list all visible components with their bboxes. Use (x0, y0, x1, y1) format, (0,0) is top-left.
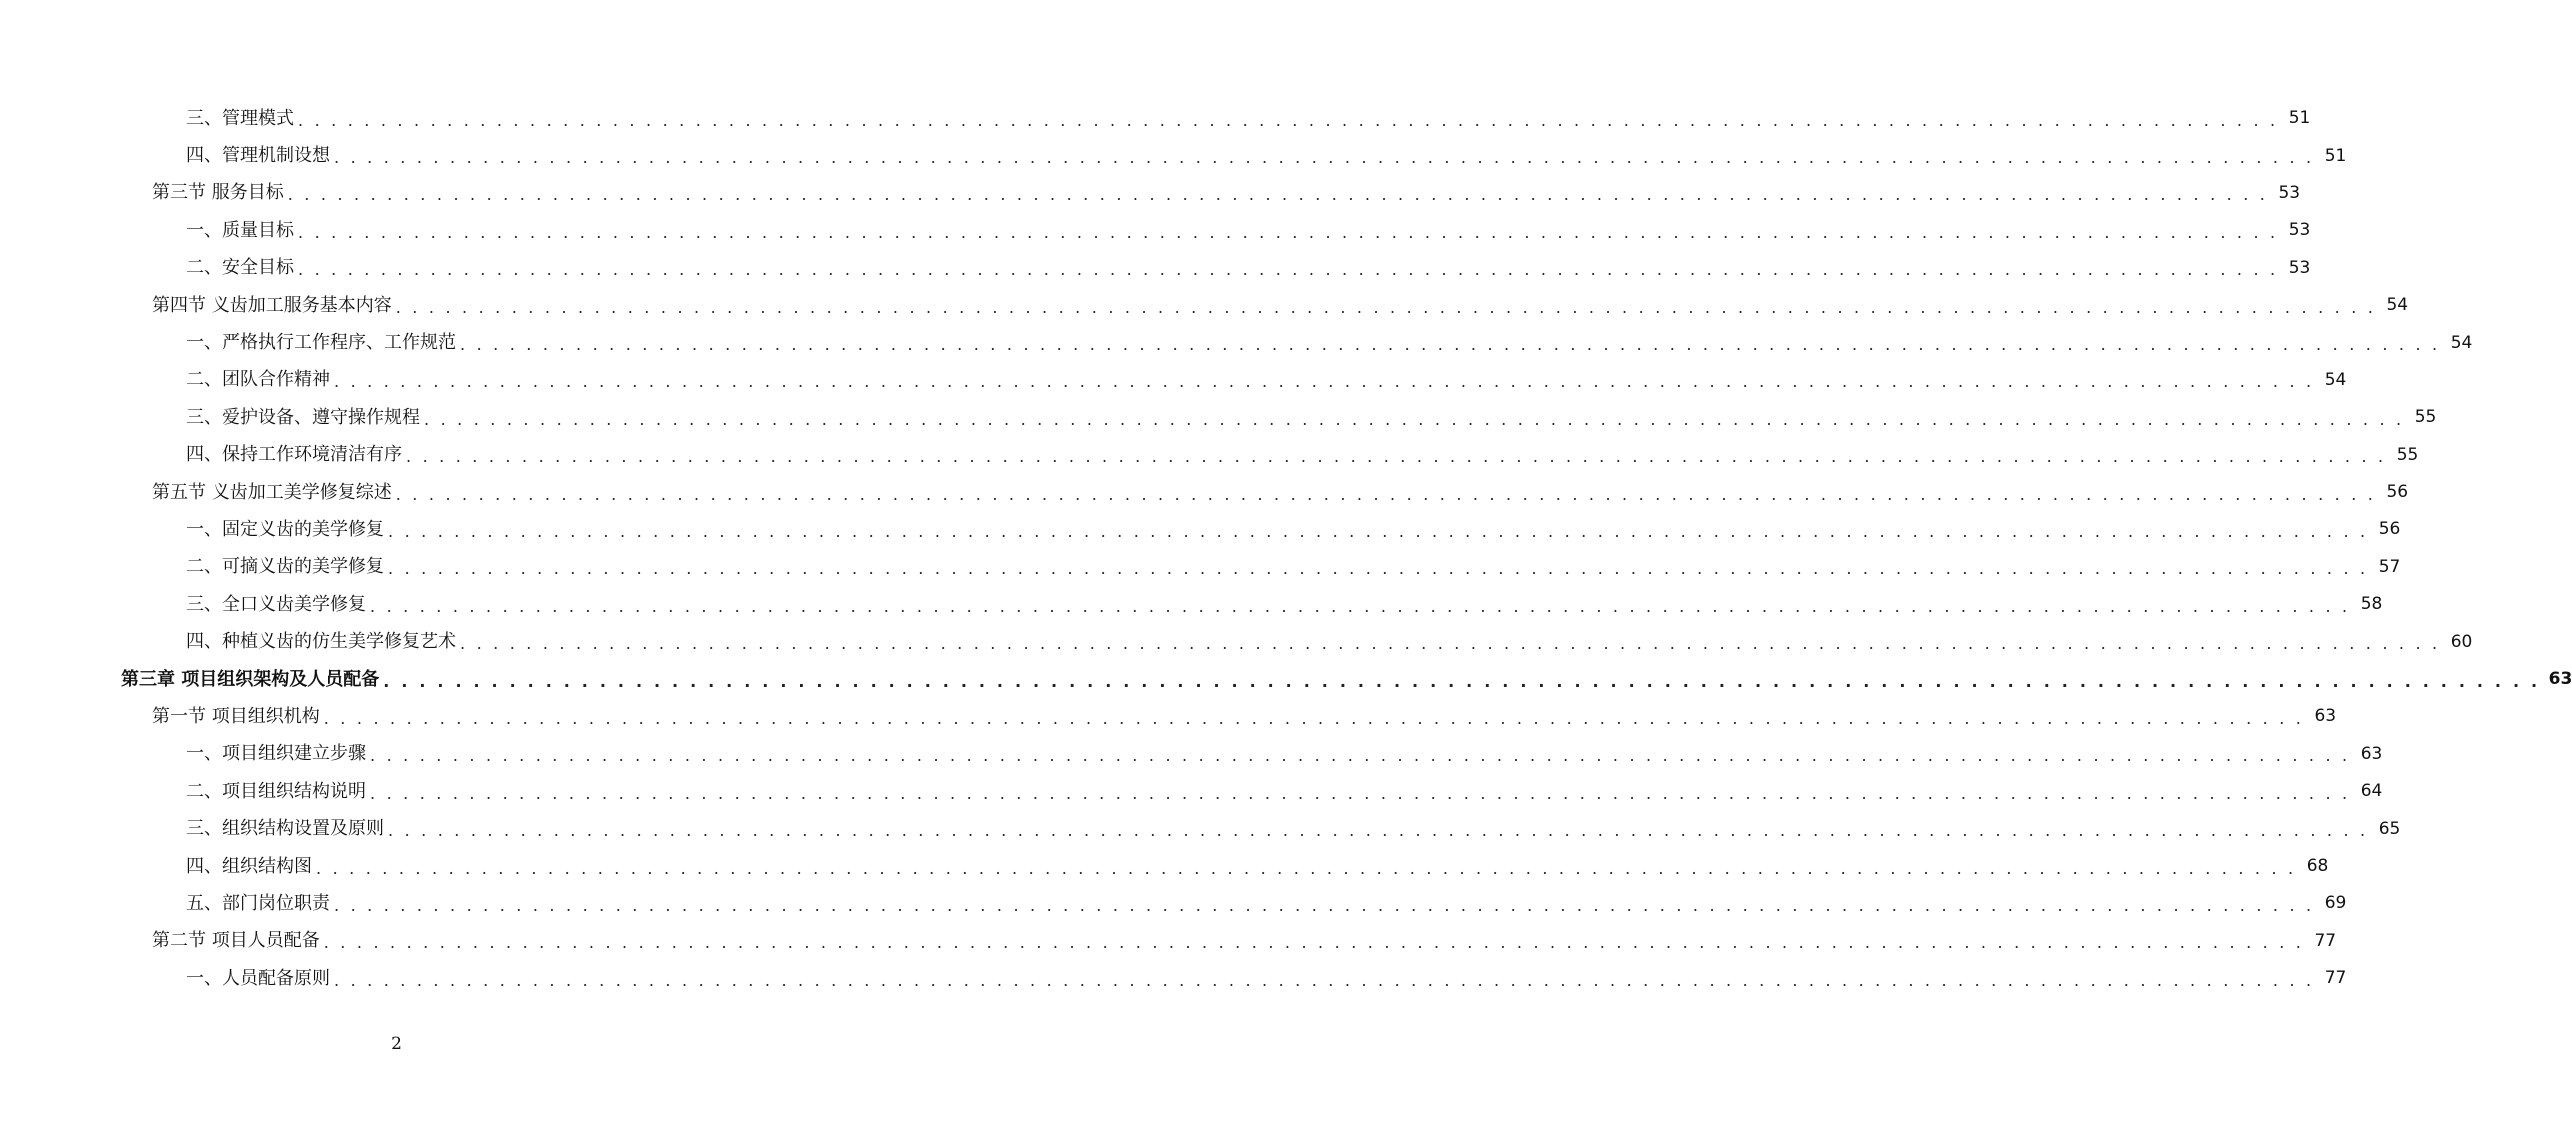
toc-entry-title: 三、组织结构设置及原则 (186, 818, 384, 840)
toc-entry-page: 53 (2288, 257, 2311, 278)
toc-dot-leader: . . . . . . . . . . . . . . . . . . . . . . . . . . . . . . . . . . . . . . . . . . . . . . . . . . . . . . . . . . . . . . . . . . . . . . . . . . . . . . . . . . . . . . . . . . . . . . . . . . . . . . . . . . . . . . . . . . . . . . . . (395, 484, 2377, 504)
toc-entry-title: 一、人员配备原则 (186, 967, 330, 989)
toc-entry[interactable] (0, 736, 2383, 773)
toc-entry[interactable] (0, 586, 2383, 623)
toc-dot-leader: . . . . . . . . . . . . . . . . . . . . . . . . . . . . . . . . . . . . . . . . . . . . . . . . . . . . . . . . . . . . . . . . . . . . . . . . . . . . . . . . . . . . . . . . . . . . . . . . . . . . . . . . . . . . . . . . . . . . . . . . (323, 708, 2305, 728)
toc-entry-title: 一、质量目标 (186, 219, 294, 241)
toc-entry[interactable] (0, 773, 2383, 810)
toc-entry-page: 65 (2378, 818, 2401, 839)
toc-entry-page: 77 (2324, 968, 2347, 989)
toc-entry-title: 一、项目组织建立步骤 (186, 743, 366, 765)
toc-entry-page: 64 (2360, 781, 2383, 802)
toc-dot-leader: . . . . . . . . . . . . . . . . . . . . . . . . . . . . . . . . . . . . . . . . . . . . . . . . . . . . . . . . . . . . . . . . . . . . . . . . . . . . . . . . . . . . . . . . . . . . . . . . . . . . . . . . . . . . . . . . . . . . . . . . (334, 148, 2315, 168)
toc-dot-leader: . . . . . . . . . . . . . . . . . . . . . . . . . . . . . . . . . . . . . . . . . . . . . . . . . . . . . . . . . . . . . . . . . . . . . . . . . . . . . . . . . . . . . . . . . . . . . . . . . . . . . . . . . . . . . . . . . . . . . . . . (298, 110, 2279, 130)
toc-entry-title: 四、种植义齿的仿生美学修复艺术 (186, 631, 456, 653)
toc-entry-page: 55 (2414, 407, 2437, 428)
toc-dot-leader: . . . . . . . . . . . . . . . . . . . . . . . . . . . . . . . . . . . . . . . . . . . . . . . . . . . . . . . . . . . . . . . . . . . . . . . . . . . . . . . . . . . . . . . . . . . . . . . . . . . . . . . . . . . . . . . . . . . . . . . . (334, 372, 2315, 392)
toc-entry-page: 55 (2396, 444, 2419, 465)
toc-dot-leader: . . . . . . . . . . . . . . . . . . . . . . . . . . . . . . . . . . . . . . . . . . . . . . . . . . . . . . . . . . . . . . . . . . . . . . . . . . . . . . . . . . . . . . . . . . . . . . . . . . . . . . . . . . . . . . . . . . . . . . . . (383, 671, 2541, 691)
toc-entry[interactable] (0, 399, 2437, 436)
toc-entry[interactable] (0, 100, 2311, 137)
toc-entry[interactable] (0, 437, 2419, 474)
toc-entry-page: 54 (2450, 332, 2473, 353)
toc-dot-leader: . . . . . . . . . . . . . . . . . . . . . . . . . . . . . . . . . . . . . . . . . . . . . . . . . . . . . . . . . . . . . . . . . . . . . . . . . . . . . . . . . . . . . . . . . . . . . . . . . . . . . . . . . . . . . . . . . . . . . . . . (406, 447, 2387, 467)
toc-dot-leader: . . . . . . . . . . . . . . . . . . . . . . . . . . . . . . . . . . . . . . . . . . . . . . . . . . . . . . . . . . . . . . . . . . . . . . . . . . . . . . . . . . . . . . . . . . . . . . . . . . . . . . . . . . . . . . . . . . . . . . . . (460, 634, 2441, 654)
toc-entry-title: 第三章 项目组织架构及人员配备 (121, 668, 380, 690)
toc-dot-leader: . . . . . . . . . . . . . . . . . . . . . . . . . . . . . . . . . . . . . . . . . . . . . . . . . . . . . . . . . . . . . . . . . . . . . . . . . . . . . . . . . . . . . . . . . . . . . . . . . . . . . . . . . . . . . . . . . . . . . . . . (323, 933, 2305, 953)
toc-dot-leader: . . . . . . . . . . . . . . . . . . . . . . . . . . . . . . . . . . . . . . . . . . . . . . . . . . . . . . . . . . . . . . . . . . . . . . . . . . . . . . . . . . . . . . . . . . . . . . . . . . . . . . . . . . . . . . . . . . . . . . . . (316, 858, 2297, 878)
toc-entry-title: 三、全口义齿美学修复 (186, 593, 366, 615)
toc-dot-leader: . . . . . . . . . . . . . . . . . . . . . . . . . . . . . . . . . . . . . . . . . . . . . . . . . . . . . . . . . . . . . . . . . . . . . . . . . . . . . . . . . . . . . . . . . . . . . . . . . . . . . . . . . . . . . . . . . . . . . . . . (388, 521, 2369, 541)
toc-entry[interactable] (0, 549, 2401, 586)
toc-entry-title: 四、组织结构图 (186, 855, 312, 877)
toc-entry[interactable] (0, 848, 2329, 885)
toc-entry[interactable] (0, 885, 2347, 922)
toc-entry[interactable] (0, 960, 2347, 997)
toc-entry[interactable] (0, 324, 2473, 361)
toc-entry[interactable] (0, 250, 2311, 287)
toc-entry-page: 54 (2386, 295, 2409, 316)
toc-entry-title: 四、保持工作环境清洁有序 (186, 444, 402, 466)
toc-entry[interactable] (0, 810, 2401, 847)
toc-entry-page: 57 (2378, 556, 2401, 577)
toc-entry[interactable] (0, 474, 2409, 511)
toc-entry[interactable] (0, 137, 2347, 174)
toc-entry[interactable] (0, 623, 2473, 660)
toc-entry-page: 58 (2360, 594, 2383, 615)
toc-entry[interactable] (0, 698, 2337, 735)
toc-dot-leader: . . . . . . . . . . . . . . . . . . . . . . . . . . . . . . . . . . . . . . . . . . . . . . . . . . . . . . . . . . . . . . . . . . . . . . . . . . . . . . . . . . . . . . . . . . . . . . . . . . . . . . . . . . . . . . . . . . . . . . . . (287, 185, 2269, 205)
toc-entry[interactable] (0, 287, 2409, 324)
toc-entry-title: 三、爱护设备、遵守操作规程 (186, 406, 420, 428)
toc-entry-page: 63 (2314, 706, 2337, 727)
toc-entry-title: 二、安全目标 (186, 257, 294, 279)
toc-dot-leader: . . . . . . . . . . . . . . . . . . . . . . . . . . . . . . . . . . . . . . . . . . . . . . . . . . . . . . . . . . . . . . . . . . . . . . . . . . . . . . . . . . . . . . . . . . . . . . . . . . . . . . . . . . . . . . . . . . . . . . . . (298, 260, 2279, 280)
toc-entry-page: 51 (2288, 108, 2311, 129)
toc-entry[interactable] (0, 661, 2572, 698)
toc-dot-leader: . . . . . . . . . . . . . . . . . . . . . . . . . . . . . . . . . . . . . . . . . . . . . . . . . . . . . . . . . . . . . . . . . . . . . . . . . . . . . . . . . . . . . . . . . . . . . . . . . . . . . . . . . . . . . . . . . . . . . . . . (460, 335, 2441, 355)
toc-entry-title: 一、固定义齿的美学修复 (186, 518, 384, 540)
toc-dot-leader: . . . . . . . . . . . . . . . . . . . . . . . . . . . . . . . . . . . . . . . . . . . . . . . . . . . . . . . . . . . . . . . . . . . . . . . . . . . . . . . . . . . . . . . . . . . . . . . . . . . . . . . . . . . . . . . . . . . . . . . . (388, 821, 2369, 841)
toc-entry-page: 53 (2278, 182, 2301, 203)
toc-entry-title: 第五节 义齿加工美学修复综述 (152, 481, 392, 503)
toc-entry-title: 第一节 项目组织机构 (152, 705, 320, 727)
toc-entry[interactable] (0, 511, 2401, 548)
toc-entry-title: 四、管理机制设想 (186, 145, 330, 167)
toc-entry-title: 二、可摘义齿的美学修复 (186, 556, 384, 578)
toc-dot-leader: . . . . . . . . . . . . . . . . . . . . . . . . . . . . . . . . . . . . . . . . . . . . . . . . . . . . . . . . . . . . . . . . . . . . . . . . . . . . . . . . . . . . . . . . . . . . . . . . . . . . . . . . . . . . . . . . . . . . . . . . (370, 746, 2351, 766)
toc-entry-page: 60 (2450, 631, 2473, 652)
toc-entry[interactable] (0, 175, 2301, 212)
toc-entry-page: 63 (2548, 669, 2572, 690)
table-of-contents (0, 100, 2572, 997)
toc-dot-leader: . . . . . . . . . . . . . . . . . . . . . . . . . . . . . . . . . . . . . . . . . . . . . . . . . . . . . . . . . . . . . . . . . . . . . . . . . . . . . . . . . . . . . . . . . . . . . . . . . . . . . . . . . . . . . . . . . . . . . . . . (334, 895, 2315, 915)
toc-entry-page: 56 (2378, 519, 2401, 540)
toc-entry-page: 54 (2324, 369, 2347, 390)
toc-entry-page: 68 (2306, 856, 2329, 876)
page-number: 2 (391, 1034, 402, 1054)
toc-dot-leader: . . . . . . . . . . . . . . . . . . . . . . . . . . . . . . . . . . . . . . . . . . . . . . . . . . . . . . . . . . . . . . . . . . . . . . . . . . . . . . . . . . . . . . . . . . . . . . . . . . . . . . . . . . . . . . . . . . . . . . . . (298, 222, 2279, 242)
toc-entry[interactable] (0, 212, 2311, 249)
toc-entry-page: 63 (2360, 743, 2383, 764)
toc-entry-title: 五、部门岗位职责 (186, 892, 330, 914)
toc-entry-page: 51 (2324, 145, 2347, 166)
toc-entry-page: 56 (2386, 482, 2409, 503)
toc-entry-title: 第四节 义齿加工服务基本内容 (152, 294, 392, 316)
toc-entry-page: 53 (2288, 220, 2311, 241)
toc-dot-leader: . . . . . . . . . . . . . . . . . . . . . . . . . . . . . . . . . . . . . . . . . . . . . . . . . . . . . . . . . . . . . . . . . . . . . . . . . . . . . . . . . . . . . . . . . . . . . . . . . . . . . . . . . . . . . . . . . . . . . . . . (395, 297, 2377, 317)
toc-dot-leader: . . . . . . . . . . . . . . . . . . . . . . . . . . . . . . . . . . . . . . . . . . . . . . . . . . . . . . . . . . . . . . . . . . . . . . . . . . . . . . . . . . . . . . . . . . . . . . . . . . . . . . . . . . . . . . . . . . . . . . . . (424, 409, 2405, 429)
toc-dot-leader: . . . . . . . . . . . . . . . . . . . . . . . . . . . . . . . . . . . . . . . . . . . . . . . . . . . . . . . . . . . . . . . . . . . . . . . . . . . . . . . . . . . . . . . . . . . . . . . . . . . . . . . . . . . . . . . . . . . . . . . . (388, 559, 2369, 579)
toc-dot-leader: . . . . . . . . . . . . . . . . . . . . . . . . . . . . . . . . . . . . . . . . . . . . . . . . . . . . . . . . . . . . . . . . . . . . . . . . . . . . . . . . . . . . . . . . . . . . . . . . . . . . . . . . . . . . . . . . . . . . . . . . (370, 596, 2351, 616)
toc-dot-leader: . . . . . . . . . . . . . . . . . . . . . . . . . . . . . . . . . . . . . . . . . . . . . . . . . . . . . . . . . . . . . . . . . . . . . . . . . . . . . . . . . . . . . . . . . . . . . . . . . . . . . . . . . . . . . . . . . . . . . . . . (334, 970, 2315, 990)
toc-entry[interactable] (0, 362, 2347, 399)
toc-entry-title: 二、项目组织结构说明 (186, 780, 366, 802)
toc-entry-title: 第三节 服务目标 (152, 182, 284, 204)
toc-entry-title: 二、团队合作精神 (186, 369, 330, 391)
toc-entry-page: 69 (2324, 893, 2347, 914)
toc-entry-title: 第二节 项目人员配备 (152, 930, 320, 952)
toc-entry[interactable] (0, 923, 2337, 960)
toc-entry-title: 三、管理模式 (186, 107, 294, 129)
toc-entry-page: 77 (2314, 930, 2337, 951)
toc-dot-leader: . . . . . . . . . . . . . . . . . . . . . . . . . . . . . . . . . . . . . . . . . . . . . . . . . . . . . . . . . . . . . . . . . . . . . . . . . . . . . . . . . . . . . . . . . . . . . . . . . . . . . . . . . . . . . . . . . . . . . . . . (370, 783, 2351, 803)
toc-entry-title: 一、严格执行工作程序、工作规范 (186, 332, 456, 354)
